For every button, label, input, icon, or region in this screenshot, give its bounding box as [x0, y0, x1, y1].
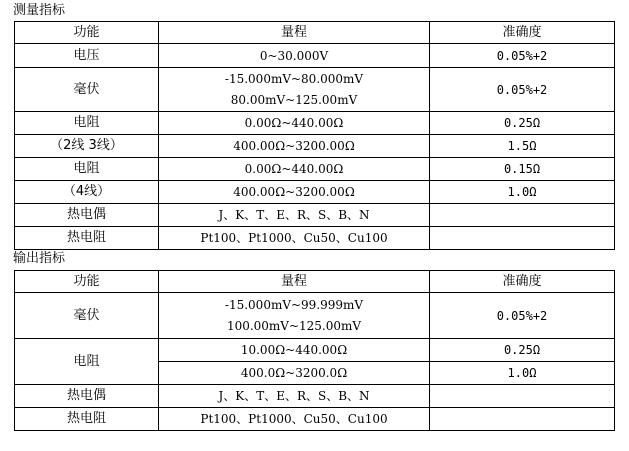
func-cell: 热电偶 — [15, 204, 159, 227]
accuracy-cell: 0.15Ω — [430, 158, 615, 181]
table-header-row — [15, 271, 615, 293]
accuracy-cell: 1.5Ω — [430, 135, 615, 158]
accuracy-cell — [430, 408, 615, 431]
func-cell: 毫伏 — [15, 293, 159, 339]
func-cell: 电压 — [15, 44, 159, 68]
table-row — [15, 135, 615, 158]
range-cell: J、K、T、E、R、S、B、N — [159, 385, 430, 408]
accuracy-cell: 1.0Ω — [430, 362, 615, 385]
accuracy-cell: 0.05%+2 — [430, 44, 615, 68]
measure-spec-table — [14, 21, 615, 250]
range-cell: 0.00Ω~440.00Ω — [159, 112, 430, 135]
header-range: 量程 — [159, 271, 430, 293]
range-line-2: 80.00mV~125.00mV — [230, 92, 358, 107]
func-cell: 电阻 — [15, 339, 159, 385]
range-cell: 0.00Ω~440.00Ω — [159, 158, 430, 181]
table-row — [15, 408, 615, 431]
header-accuracy: 准确度 — [430, 22, 615, 44]
table-row — [15, 112, 615, 135]
table-header-row — [15, 22, 615, 44]
range-cell: J、K、T、E、R、S、B、N — [159, 204, 430, 227]
range-cell: Pt100、Pt1000、Cu50、Cu100 — [159, 408, 430, 431]
table-row — [15, 181, 615, 204]
accuracy-cell — [430, 204, 615, 227]
range-cell: 10.00Ω~440.00Ω — [159, 339, 430, 362]
table-row — [15, 204, 615, 227]
accuracy-cell: 0.25Ω — [430, 112, 615, 135]
func-cell: 热电偶 — [15, 385, 159, 408]
func-cell: 热电阻 — [15, 227, 159, 250]
accuracy-cell — [430, 227, 615, 250]
func-cell: 电阻 — [15, 158, 159, 181]
range-line-2: 100.00mV~125.00mV — [226, 318, 362, 333]
table-row — [15, 293, 615, 339]
func-cell: 热电阻 — [15, 408, 159, 431]
output-section-title: 输出指标 — [13, 251, 66, 266]
header-range: 量程 — [159, 22, 430, 44]
accuracy-cell: 0.05%+2 — [430, 293, 615, 339]
range-line-1: -15.000mV~80.000mV — [224, 71, 364, 86]
measure-section-title: 测量指标 — [13, 3, 66, 18]
accuracy-cell — [430, 385, 615, 408]
range-cell: 0~30.000V — [159, 44, 430, 68]
table-row — [15, 44, 615, 68]
table-row — [15, 158, 615, 181]
func-cell: 电阻 — [15, 112, 159, 135]
func-cell: 毫伏 — [15, 68, 159, 112]
table-row — [15, 68, 615, 112]
header-accuracy: 准确度 — [430, 271, 615, 293]
accuracy-cell: 1.0Ω — [430, 181, 615, 204]
header-function: 功能 — [15, 271, 159, 293]
header-function: 功能 — [15, 22, 159, 44]
func-cell: （2线 3线） — [15, 135, 159, 158]
func-cell: （4线） — [15, 181, 159, 204]
range-line-1: -15.000mV~99.999mV — [224, 297, 364, 312]
range-cell — [159, 68, 430, 112]
range-cell: 400.0Ω~3200.0Ω — [159, 362, 430, 385]
accuracy-cell: 0.25Ω — [430, 339, 615, 362]
range-cell: 400.00Ω~3200.00Ω — [159, 135, 430, 158]
range-cell: Pt100、Pt1000、Cu50、Cu100 — [159, 227, 430, 250]
range-cell: 400.00Ω~3200.00Ω — [159, 181, 430, 204]
output-spec-table — [14, 270, 615, 431]
table-row — [15, 339, 615, 362]
accuracy-cell: 0.05%+2 — [430, 68, 615, 112]
range-cell — [159, 293, 430, 339]
table-row — [15, 227, 615, 250]
table-row — [15, 385, 615, 408]
